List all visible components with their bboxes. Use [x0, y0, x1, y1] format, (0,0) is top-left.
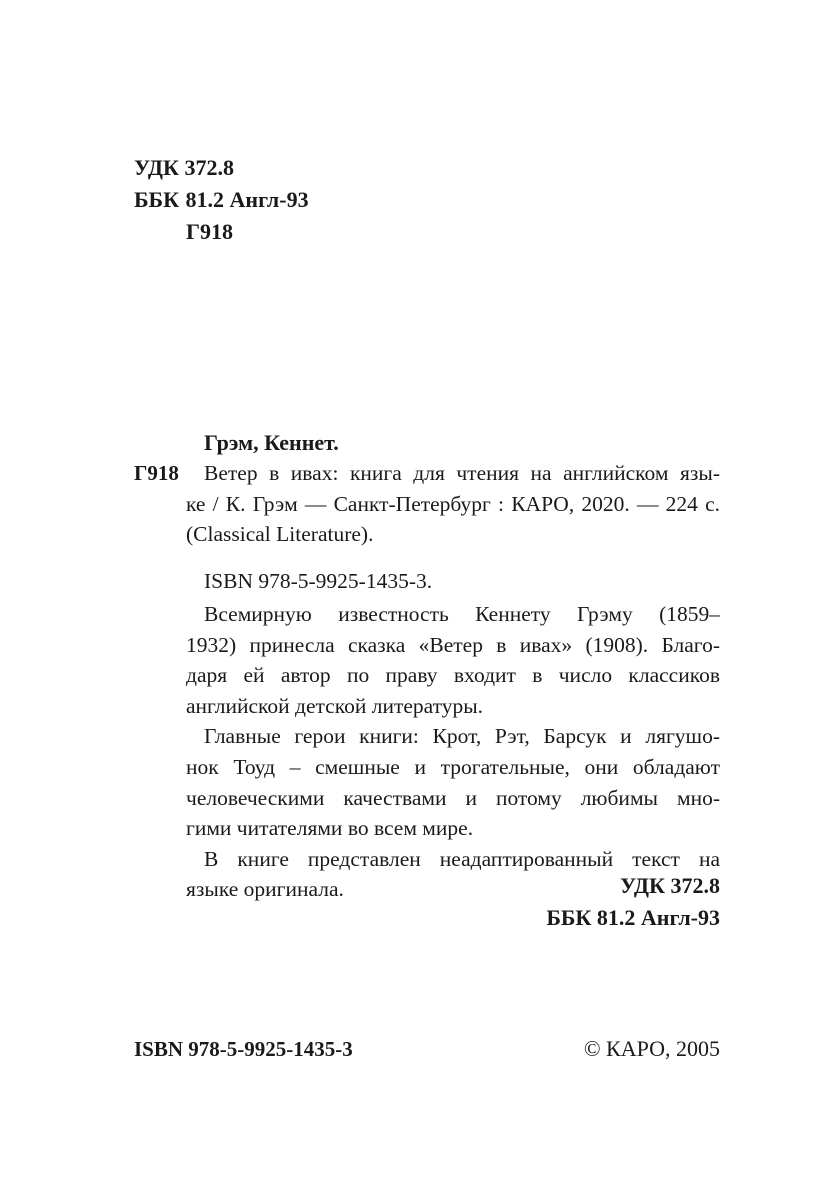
annotation-line: нок Тоуд – смешные и трогательные, они обладают — [186, 754, 720, 779]
udk-code-bottom: УДК 372.8 — [619, 873, 720, 898]
classification-block-bottom — [546, 870, 720, 934]
author-mark-top: Г918 — [186, 219, 233, 244]
annotation-line: гими читателями во всем мире. — [186, 816, 474, 841]
annotation-line: даря ей автор по праву входит в число классиков — [186, 663, 720, 688]
bbk-label: ББК — [134, 187, 180, 212]
description-line: Ветер в ивах: книга для чтения на английском язы- — [204, 461, 720, 485]
bbk-value: 81.2 Англ-93 — [185, 187, 309, 212]
udk-code: УДК 372.8 — [134, 155, 235, 180]
bbk-code-bottom: ББК 81.2 Англ-93 — [546, 905, 720, 930]
isbn-record — [186, 566, 720, 597]
annotation-line: языке оригинала. — [186, 877, 344, 902]
isbn-text: ISBN 978-5-9925-1435-3. — [204, 569, 433, 593]
description-line: ке / К. Грэм — Санкт-Петербург : КАРО, 2020. — 224 с. — [186, 491, 720, 516]
author-mark: Г918 — [134, 461, 179, 485]
annotation-line: Всемирную известность Кеннету Грэму (1859– — [204, 602, 720, 626]
bibliographic-description — [186, 458, 720, 550]
author-heading: Грэм, Кеннет. — [204, 430, 339, 455]
copyright-notice: © КАРО, 2005 — [583, 1036, 720, 1061]
footer-isbn: ISBN 978-5-9925-1435-3 — [134, 1037, 353, 1061]
description-line: (Classical Literature). — [186, 522, 374, 547]
annotation-line: 1932) принесла сказка «Ветер в ивах» (1908). Благо- — [186, 632, 720, 657]
annotation-line: Главные герои книги: Крот, Рэт, Барсук и лягушо- — [204, 724, 720, 749]
bbk-code — [134, 184, 309, 216]
annotation-line: В книге представлен неадаптированный текст на — [204, 846, 720, 871]
annotation-line: английской детской литературы. — [186, 693, 484, 718]
annotation — [186, 599, 720, 905]
classification-block-top — [134, 152, 309, 248]
annotation-line: человеческими качествами и потому любимы мно- — [186, 785, 720, 810]
